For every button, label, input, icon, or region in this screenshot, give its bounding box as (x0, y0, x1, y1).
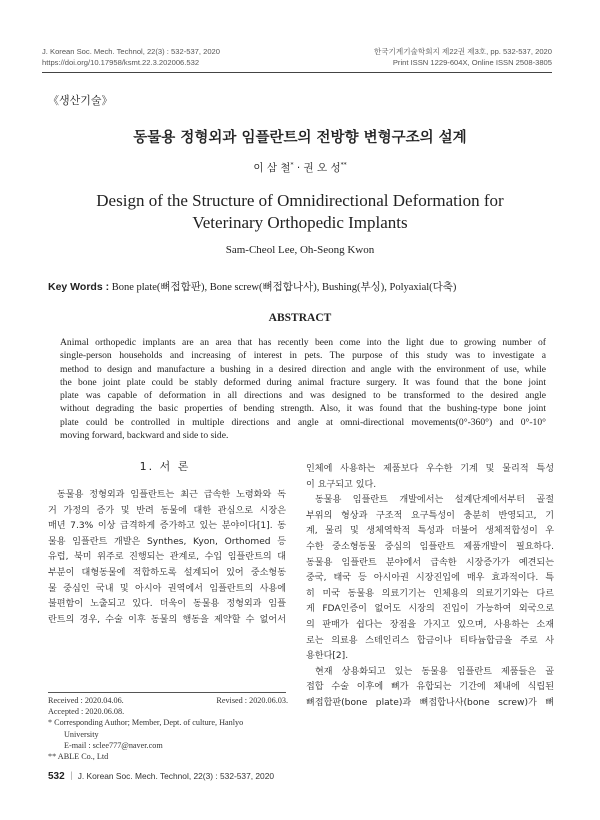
korean-title: 동물용 정형외과 임플란트의 전방향 변형구조의 설계 (133, 130, 467, 146)
doi-link[interactable]: https://doi.org/10.17958/ksmt.22.3.202006.532 (42, 58, 200, 67)
body-line: 물용 임플란트 개발은 Synthes, Kyon, Orthomed 등 (48, 536, 286, 547)
abstract-heading: ABSTRACT (268, 312, 332, 324)
body-column-left (48, 488, 286, 628)
english-authors: Sam-Cheol Lee, Oh-Seong Kwon (225, 244, 375, 256)
body-line: 불편함이 노출되고 있다. 더욱이 동물용 정형외과 임플 (48, 599, 286, 610)
received-date: Received : 2020.04.06. (48, 696, 124, 705)
korean-author-2: · 권 오 성 (293, 162, 341, 174)
body-line: 거 가정의 증가 및 반려 동물에 대한 관심으로 시장은 (48, 505, 286, 516)
keywords-label: Key Words : (48, 281, 110, 293)
journal-header-right (374, 46, 552, 68)
body-line: 매년 7.3% 이상 급격하게 증가하고 있는 분야이다[1]. 동 (48, 521, 286, 532)
body-line: 유럽, 북미 위주로 진행되는 관계로, 수입 임플란트의 대 (48, 552, 286, 563)
korean-author-1: 이 삼 철 (253, 162, 291, 174)
issn-info: Print ISSN 1229-604X, Online ISSN 2508-3805 (392, 58, 552, 67)
journal-citation: J. Korean Soc. Mech. Technol, 22(3) : 532-537, 2020 (42, 47, 220, 56)
author-email[interactable]: E-mail : sclee777@naver.com (64, 740, 163, 750)
body-line: 이 요구되고 있다. (306, 479, 377, 490)
body-line: 용한다[2]. (306, 651, 349, 662)
abstract-line: without degrading the basic properties of bending strength. Also, it was found that the bushing-type bone joint (60, 403, 546, 415)
body-column-right (306, 462, 554, 712)
second-affiliation: ** ABLE Co., Ltd (48, 752, 109, 762)
corresponding-author: * Corresponding Author; Member, Dept. of culture, Hanlyo (48, 718, 244, 728)
body-line: 뼈접합판(bone plate)과 뼈접합나사(bone screw)가 뼈 (306, 697, 554, 708)
revised-date: Revised : 2020.06.03. (216, 696, 288, 705)
abstract-line: method to design and manufacture a bushing in a desired direction and angle with the environment of use, while (60, 363, 546, 375)
korean-authors (0, 160, 600, 175)
body-line: 중국, 태국 등 아시아권 시장진입에 매우 효과적이다. 특 (306, 573, 554, 584)
abstract-line: moving forward, backward and side to side. (60, 430, 229, 442)
body-line: 부위의 형상과 구조적 요구특성이 충분히 반영되고, 기 (306, 510, 554, 521)
body-line: 동물용 임플란트 개발에서는 설계단계에서부터 골절 (315, 495, 554, 506)
footer-citation: J. Korean Soc. Mech. Technol, 22(3) : 532-537, 2020 (77, 771, 275, 781)
section-1-heading: 1. 서 론 (139, 460, 191, 473)
keywords (48, 279, 456, 294)
footer-separator: ｜ (67, 771, 76, 781)
abstract-line: plate was capable of deformation in all directions and was designed to be transformed to the desired angle (60, 390, 546, 402)
body-line: 부분이 대형동물에 적합하도록 설계되어 있어 중소형동 (48, 567, 286, 578)
footnotes (48, 695, 288, 762)
body-line: 게 FDA인증이 없어도 시장의 진입이 가능하여 외국으로 (306, 604, 554, 615)
section-label: 《생산기술》 (48, 94, 113, 107)
body-line: 동물용 임플란트 분야에서 급속한 시장증가가 예견되는 (306, 557, 554, 568)
body-line: 동물용 정형외과 임플란트는 최근 급속한 노령화와 독 (57, 490, 286, 500)
body-line: 로는 의료용 스테인리스 합금이나 티타늄합금을 주로 사 (306, 635, 554, 646)
body-line: 히 미국 동물용 의료기기는 인체용의 의료기기와는 다르 (306, 588, 554, 599)
journal-header-left (42, 46, 220, 68)
abstract-line: plate could be controlled in multiple directions and angle at omni-directional movements(0°-360°) and 0°-10° (60, 416, 546, 428)
body-line: 물 중심인 국내 및 아시아 권역에서 임플란트의 사용에 (48, 583, 286, 594)
abstract-line: Animal orthopedic implants are an area that has recently been come into the light due to growing number of (60, 337, 546, 348)
body-line: 의 판매가 쉽다는 장점을 가지고 있으며, 사용하는 소재 (306, 619, 554, 630)
body-line: 접합 수술 이후에 뼈가 유합되는 기간에 체내에 식립된 (306, 682, 554, 693)
author-mark-2: ** (340, 161, 347, 169)
accepted-date: Accepted : 2020.06.08. (48, 707, 125, 717)
body-line: 란트의 경우, 수술 이후 동물의 행동을 제약할 수 없어서 (48, 614, 286, 625)
english-title-line-1: Design of the Structure of Omnidirectional Deformation for (96, 191, 504, 210)
corresponding-affiliation: University (64, 729, 99, 739)
author-mark-1: * (290, 161, 294, 169)
header-divider (42, 72, 552, 73)
abstract-body (60, 336, 546, 442)
body-line: 인체에 사용하는 제품보다 우수한 기계 및 물리적 특성 (306, 464, 554, 474)
journal-citation-korean: 한국기계기술학회지 제22권 제3호, pp. 532-537, 2020 (373, 47, 552, 56)
page-number: 532 (48, 771, 65, 782)
body-line: 현재 상용화되고 있는 동물용 임플란트 제품들은 골 (315, 666, 554, 677)
abstract-line: single-person households and increasing of interest in pets. The purpose of this study was to investigate a (60, 350, 546, 362)
abstract-line: the bone joint plate could be stably deformed during animal fracture surgery. It was found that the bone joint (60, 376, 546, 388)
footnote-divider (48, 692, 286, 693)
english-title-line-2: Veterinary Orthopedic Implants (192, 213, 408, 232)
page-footer (48, 770, 274, 782)
keywords-text: Bone plate(뼈접합판), Bone screw(뼈접합나사), Bushing(부싱), Polyaxial(다축) (111, 282, 457, 293)
body-line: 계, 물리 및 생체역학적 특성과 더불어 생체적합성이 우 (306, 526, 554, 537)
english-title (0, 190, 600, 234)
body-line: 수한 중소형동물 중심의 임플란트 제품개발이 필요하다. (306, 541, 554, 552)
